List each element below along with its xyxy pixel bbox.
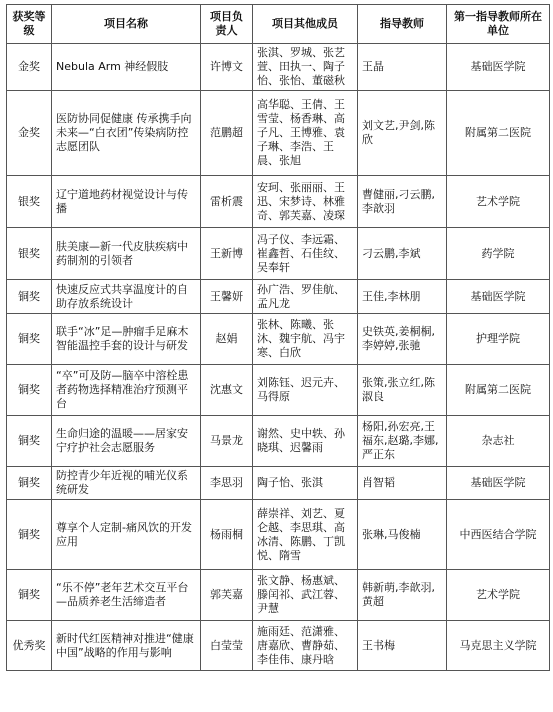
cell-other-members: 张淇、罗城、张艺萱、田执一、陶子怡、张怡、董磁秋 bbox=[253, 44, 358, 91]
table-row bbox=[7, 500, 550, 570]
cell-other-members: 安珂、张丽丽、王迅、宋梦诗、林雅奇、郭芙嘉、凌琛 bbox=[253, 176, 358, 228]
cell-advisors: 张琳,马俊楠 bbox=[358, 500, 447, 570]
cell-advisor-unit: 基础医学院 bbox=[447, 280, 550, 314]
cell-project-name: 新时代红医精神对推进“健康中国”战略的作用与影响 bbox=[52, 621, 201, 671]
cell-advisor-unit: 基础医学院 bbox=[447, 467, 550, 500]
table-row bbox=[7, 621, 550, 671]
table-row bbox=[7, 228, 550, 280]
table-row bbox=[7, 91, 550, 176]
cell-advisor-unit: 中西医结合学院 bbox=[447, 500, 550, 570]
table-row bbox=[7, 365, 550, 416]
cell-advisor-unit: 马克思主义学院 bbox=[447, 621, 550, 671]
cell-other-members: 高华聪、王倩、王雪莹、杨香琳、高子凡、王博雅、袁子琳、李浩、王晨、张旭 bbox=[253, 91, 358, 176]
table-row bbox=[7, 176, 550, 228]
column-header-advisor-unit: 第一指导教师所在单位 bbox=[447, 5, 550, 44]
cell-project-leader: 马景龙 bbox=[201, 416, 253, 467]
cell-advisor-unit: 护理学院 bbox=[447, 314, 550, 365]
table-row bbox=[7, 416, 550, 467]
table-body bbox=[7, 44, 550, 671]
cell-advisor-unit: 药学院 bbox=[447, 228, 550, 280]
cell-other-members: 张文静、杨惠斌、滕闰祁、武江蓉、尹慧 bbox=[253, 570, 358, 621]
cell-project-name: 辽宁道地药材视觉设计与传播 bbox=[52, 176, 201, 228]
table-row bbox=[7, 314, 550, 365]
cell-advisors: 刁云鹏,李斌 bbox=[358, 228, 447, 280]
cell-advisor-unit: 艺术学院 bbox=[447, 570, 550, 621]
cell-advisors: 王晶 bbox=[358, 44, 447, 91]
cell-project-name: 医防协同促健康 传承携手向未来—“白衣团”传染病防控志愿团队 bbox=[52, 91, 201, 176]
table-row bbox=[7, 467, 550, 500]
cell-other-members: 施雨廷、范潇雅、唐嘉欣、曹静茹、李佳伟、康丹晗 bbox=[253, 621, 358, 671]
cell-award-level: 金奖 bbox=[7, 44, 52, 91]
cell-advisor-unit: 附属第二医院 bbox=[447, 91, 550, 176]
cell-project-leader: 许博文 bbox=[201, 44, 253, 91]
cell-award-level: 优秀奖 bbox=[7, 621, 52, 671]
cell-project-name: 快速反应式共享温度计的自助存放系统设计 bbox=[52, 280, 201, 314]
column-header-other-members: 项目其他成员 bbox=[253, 5, 358, 44]
column-header-project-leader: 项目负责人 bbox=[201, 5, 253, 44]
cell-project-leader: 赵娟 bbox=[201, 314, 253, 365]
cell-project-name: 肤美康—新一代皮肤疾病中药制剂的引领者 bbox=[52, 228, 201, 280]
cell-award-level: 银奖 bbox=[7, 228, 52, 280]
cell-award-level: 铜奖 bbox=[7, 365, 52, 416]
cell-advisors: 王书梅 bbox=[358, 621, 447, 671]
cell-other-members: 陶子怡、张淇 bbox=[253, 467, 358, 500]
cell-advisor-unit: 附属第二医院 bbox=[447, 365, 550, 416]
cell-project-name: 防控青少年近视的哺光仪系统研发 bbox=[52, 467, 201, 500]
cell-award-level: 铜奖 bbox=[7, 500, 52, 570]
table-row bbox=[7, 280, 550, 314]
cell-advisors: 曹健丽,刁云鹏,李歆羽 bbox=[358, 176, 447, 228]
cell-project-leader: 雷析震 bbox=[201, 176, 253, 228]
cell-award-level: 铜奖 bbox=[7, 314, 52, 365]
cell-award-level: 铜奖 bbox=[7, 280, 52, 314]
table-row bbox=[7, 570, 550, 621]
cell-project-leader: 沈惠文 bbox=[201, 365, 253, 416]
cell-other-members: 冯子仪、李远霜、崔鑫哲、石佳纹、吴奉轩 bbox=[253, 228, 358, 280]
cell-advisors: 王佳,李林朋 bbox=[358, 280, 447, 314]
table-row bbox=[7, 44, 550, 91]
cell-other-members: 薛崇祥、刘艺、夏仑越、李思琪、高冰清、陈鹏、丁凯悦、隋雪 bbox=[253, 500, 358, 570]
cell-project-leader: 郭芙嘉 bbox=[201, 570, 253, 621]
cell-project-leader: 范鹏超 bbox=[201, 91, 253, 176]
awards-table bbox=[6, 4, 550, 671]
cell-award-level: 金奖 bbox=[7, 91, 52, 176]
cell-advisors: 刘文艺,尹剑,陈欣 bbox=[358, 91, 447, 176]
cell-award-level: 铜奖 bbox=[7, 467, 52, 500]
cell-award-level: 铜奖 bbox=[7, 416, 52, 467]
cell-project-leader: 王新博 bbox=[201, 228, 253, 280]
column-header-project-name: 项目名称 bbox=[52, 5, 201, 44]
cell-project-name: “乐不停”老年艺术交互平台—品质养老生活缔造者 bbox=[52, 570, 201, 621]
header-row bbox=[7, 5, 550, 44]
cell-award-level: 银奖 bbox=[7, 176, 52, 228]
cell-advisor-unit: 杂志社 bbox=[447, 416, 550, 467]
cell-advisors: 肖智韬 bbox=[358, 467, 447, 500]
cell-project-leader: 李思羽 bbox=[201, 467, 253, 500]
cell-advisors: 杨阳,孙宏亮,王福东,赵璐,李娜,严正东 bbox=[358, 416, 447, 467]
cell-advisor-unit: 基础医学院 bbox=[447, 44, 550, 91]
cell-award-level: 铜奖 bbox=[7, 570, 52, 621]
cell-advisors: 韩新萌,李歆羽,黄超 bbox=[358, 570, 447, 621]
cell-other-members: 谢然、史中轶、孙晓琪、迟馨雨 bbox=[253, 416, 358, 467]
cell-project-name: 生命归途的温暖——居家安宁疗护社会志愿服务 bbox=[52, 416, 201, 467]
cell-project-leader: 王馨妍 bbox=[201, 280, 253, 314]
cell-project-name: Nebula Arm 神经假肢 bbox=[52, 44, 201, 91]
cell-other-members: 孙广浩、罗佳航、孟凡龙 bbox=[253, 280, 358, 314]
cell-advisors: 张策,张立红,陈淑良 bbox=[358, 365, 447, 416]
column-header-advisors: 指导教师 bbox=[358, 5, 447, 44]
cell-project-leader: 白莹莹 bbox=[201, 621, 253, 671]
column-header-award-level: 获奖等级 bbox=[7, 5, 52, 44]
cell-project-name: 联手“冰”足—肿瘤手足麻木智能温控手套的设计与研发 bbox=[52, 314, 201, 365]
cell-other-members: 张林、陈曦、张沐、魏宇航、冯宇寒、白欣 bbox=[253, 314, 358, 365]
cell-advisors: 史铁英,姜桐桐,李婷婷,张驰 bbox=[358, 314, 447, 365]
cell-project-leader: 杨雨桐 bbox=[201, 500, 253, 570]
cell-advisor-unit: 艺术学院 bbox=[447, 176, 550, 228]
cell-other-members: 刘陈钰、迟元卉、马得原 bbox=[253, 365, 358, 416]
cell-project-name: 尊享个人定制-痛风饮的开发应用 bbox=[52, 500, 201, 570]
cell-project-name: “卒”可及防—脑卒中溶栓患者药物选择精准治疗预测平台 bbox=[52, 365, 201, 416]
